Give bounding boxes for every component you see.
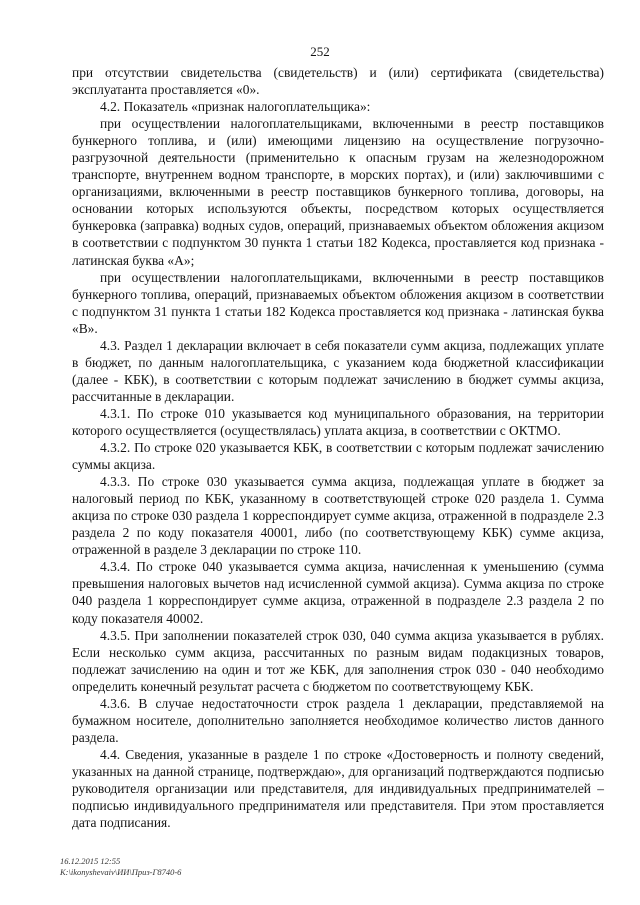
footer-timestamp: 16.12.2015 12:55 <box>60 856 121 866</box>
paragraph-4-3-1: 4.3.1. По строке 010 указывается код муниципального образования, на территории которого осуществляется (осуществлялась) уплата акциза, в соответствии с ОКТМО. <box>72 405 604 438</box>
file-footer <box>60 856 181 878</box>
paragraph-4-2-code-a: при осуществлении налогоплательщиками, включенными в реестр поставщиков бункерного топлива, и (или) имеющими лицензию на осуществление погрузочно-разгрузочной деятельности (применительно к опасным грузам на железнодорожном транспорте, внутреннем водном транспорте, в морских портах), и (или) заключившими с организациями, включенными в реестр поставщиков бункерного топлива, договоры, на основании которых используются объекты, посредством которых осуществляется бункеровка (заправка) водных судов, операций, признаваемых объектом обложения акцизом в соответствии с подпунктом 30 пункта 1 статьи 182 Кодекса, проставляется код признака - латинская буква «А»; <box>72 116 604 268</box>
paragraph-4-4: 4.4. Сведения, указанные в разделе 1 по строке «Достоверность и полноту сведений, указанных на данной странице, подтверждаю», для организаций подтверждаются подписью руководителя организации или представителя, для индивидуальных предпринимателей – подписью индивидуального предпринимателя или представителя. При этом проставляется дата подписания. <box>72 746 604 831</box>
paragraph-4-2-heading: 4.2. Показатель «признак налогоплательщика»: <box>100 99 371 115</box>
body-text <box>72 64 604 831</box>
page-number: 252 <box>310 44 330 59</box>
paragraph-4-3-6: 4.3.6. В случае недостаточности строк раздела 1 декларации, представляемой на бумажном носителе, дополнительно заполняется необходимое количество листов данного раздела. <box>72 695 604 745</box>
paragraph-4-3-4: 4.3.4. По строке 040 указывается сумма акциза, начисленная к уменьшению (сумма превышения налоговых вычетов над исчисленной суммой акциза). Сумма акциза по строке 040 раздела 1 корреспондирует сумме акциза, отраженной в подразделе 2.3 раздела 2 по коду показателя 40002. <box>72 559 604 626</box>
paragraph-certificate-continuation: при отсутствии свидетельства (свидетельств) и (или) сертификата (свидетельства) эксплуатанта проставляется «0». <box>72 65 604 98</box>
paragraph-4-3: 4.3. Раздел 1 декларации включает в себя показатели сумм акциза, подлежащих уплате в бюджет, по данным налогоплательщика, с указанием кода бюджетной классификации (далее - КБК), в соответствии с которым подлежат зачислению в бюджет суммы акциза, рассчитанные в декларации. <box>72 337 604 404</box>
footer-file-path: К:\ikonyshevaiv\ИИ\Приз-Г8740-6 <box>60 867 182 877</box>
paragraph-4-3-3: 4.3.3. По строке 030 указывается сумма акциза, подлежащая уплате в бюджет за налоговый период по КБК, указанному в соответствующей строке 020 раздела 1. Сумма акциза по строке 030 раздела 1 корреспондирует сумме акциза, отраженной в подразделе 2.3 раздела 2 по коду показателя 40001, либо (по соответствующему КБК) сумме акциза, отраженной в разделе 3 декларации по строке 110. <box>72 474 604 558</box>
paragraph-4-2-code-b: при осуществлении налогоплательщиками, включенными в реестр поставщиков бункерного топлива, операций, признаваемых объектом обложения акцизом в соответствии с подпунктом 31 пункта 1 статьи 182 Кодекса проставляется код признака - латинская буква «В». <box>72 269 604 336</box>
paragraph-4-3-5: 4.3.5. При заполнении показателей строк 030, 040 сумма акциза указывается в рублях. Если несколько сумм акциза, рассчитанных по разным видам подакцизных товаров, подлежат зачислению на один и тот же КБК, для заполнения строк 030 - 040 необходимо определить конечный результат расчета с бюджетом по соответствующему КБК. <box>72 627 604 694</box>
paragraph-4-3-2: 4.3.2. По строке 020 указывается КБК, в соответствии с которым подлежат зачислению суммы акциза. <box>72 440 604 473</box>
